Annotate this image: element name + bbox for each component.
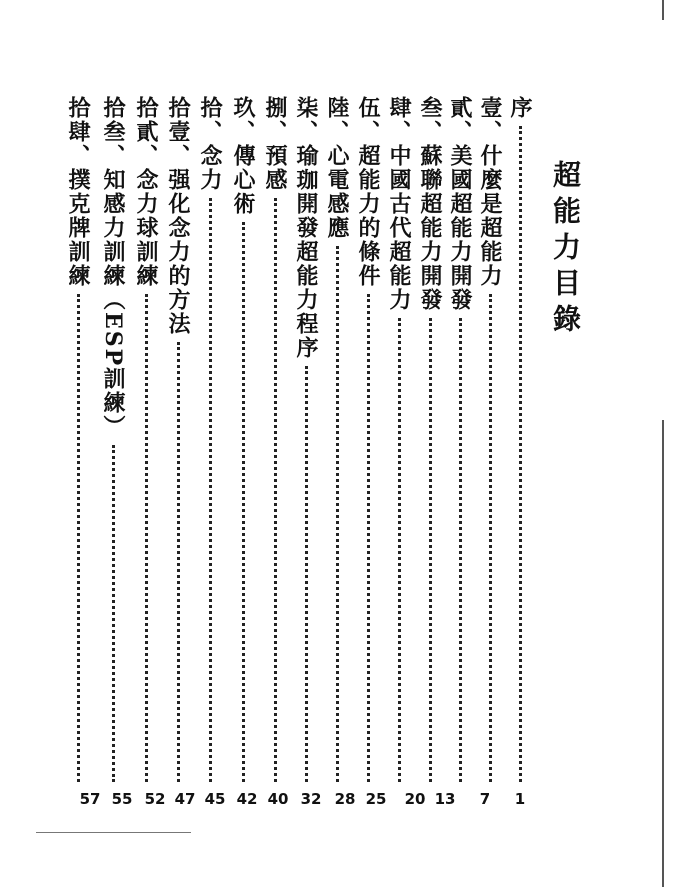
scan-edge-mark — [662, 0, 664, 20]
page-number: 20 — [404, 790, 426, 808]
page-number: 25 — [365, 790, 387, 808]
dot-leader — [242, 222, 245, 782]
page-number: 52 — [144, 790, 166, 808]
entry-label: 玖、傳心術 — [230, 96, 256, 216]
dot-leader — [519, 126, 522, 782]
entry-label: 壹、什麼是超能力 — [477, 96, 503, 288]
toc-entry-10 — [195, 96, 225, 786]
entry-label: 貳、美國超能力開發 — [447, 96, 473, 312]
dot-leader — [77, 294, 80, 782]
toc-entry-3 — [415, 96, 445, 786]
toc-entry-9 — [228, 96, 258, 786]
dot-leader — [112, 445, 115, 782]
entry-label: 拾叁、知感力訓練（ESP訓練） — [100, 96, 126, 440]
page-number: 28 — [334, 790, 356, 808]
page-number: 57 — [79, 790, 101, 808]
entry-label: 陸、心電感應 — [324, 96, 350, 240]
footer-rule — [36, 832, 191, 833]
page-number: 32 — [300, 790, 322, 808]
dot-leader — [336, 246, 339, 782]
dot-leader — [209, 198, 212, 782]
dot-leader — [398, 318, 401, 782]
toc-entry-11 — [163, 96, 193, 786]
entry-label: 拾、念力 — [197, 96, 223, 192]
page-title: 超能力目錄 — [549, 160, 582, 340]
toc-entry-12 — [131, 96, 161, 786]
dot-leader — [429, 318, 432, 782]
toc-entry-14 — [63, 96, 93, 786]
page-number: 47 — [174, 790, 196, 808]
entry-label: 序 — [507, 96, 533, 120]
toc-entry-13 — [98, 96, 128, 786]
dot-leader — [367, 294, 370, 782]
page-number: 13 — [434, 790, 456, 808]
entry-label: 拾壹、强化念力的方法 — [165, 96, 191, 336]
toc-entry-4 — [384, 96, 414, 786]
page-number: 42 — [236, 790, 258, 808]
dot-leader — [145, 294, 148, 782]
entry-label: 捌、預感 — [262, 96, 288, 192]
entry-label: 拾貳、念力球訓練 — [133, 96, 159, 288]
page-number: 55 — [111, 790, 133, 808]
toc-entry-2 — [445, 96, 475, 786]
dot-leader — [177, 342, 180, 782]
toc-entry-8 — [260, 96, 290, 786]
toc-entry-6 — [322, 96, 352, 786]
entry-label: 拾肆、撲克牌訓練 — [65, 96, 91, 288]
page-number: 45 — [204, 790, 226, 808]
dot-leader — [489, 294, 492, 782]
page-number: 40 — [267, 790, 289, 808]
page-number: 7 — [479, 790, 491, 808]
entry-label: 柒、瑜珈開發超能力程序 — [293, 96, 319, 360]
toc-entry-7 — [291, 96, 321, 786]
dot-leader — [305, 366, 308, 782]
toc-entry-5 — [353, 96, 383, 786]
dot-leader — [274, 198, 277, 782]
scan-edge-line — [662, 420, 664, 887]
entry-label: 叁、蘇聯超能力開發 — [417, 96, 443, 312]
toc-entry-preface — [505, 96, 535, 786]
dot-leader — [459, 318, 462, 782]
entry-label: 肆、中國古代超能力 — [386, 96, 412, 312]
toc-entry-1 — [475, 96, 505, 786]
entry-label: 伍、超能力的條件 — [355, 96, 381, 288]
page-number: 1 — [514, 790, 526, 808]
